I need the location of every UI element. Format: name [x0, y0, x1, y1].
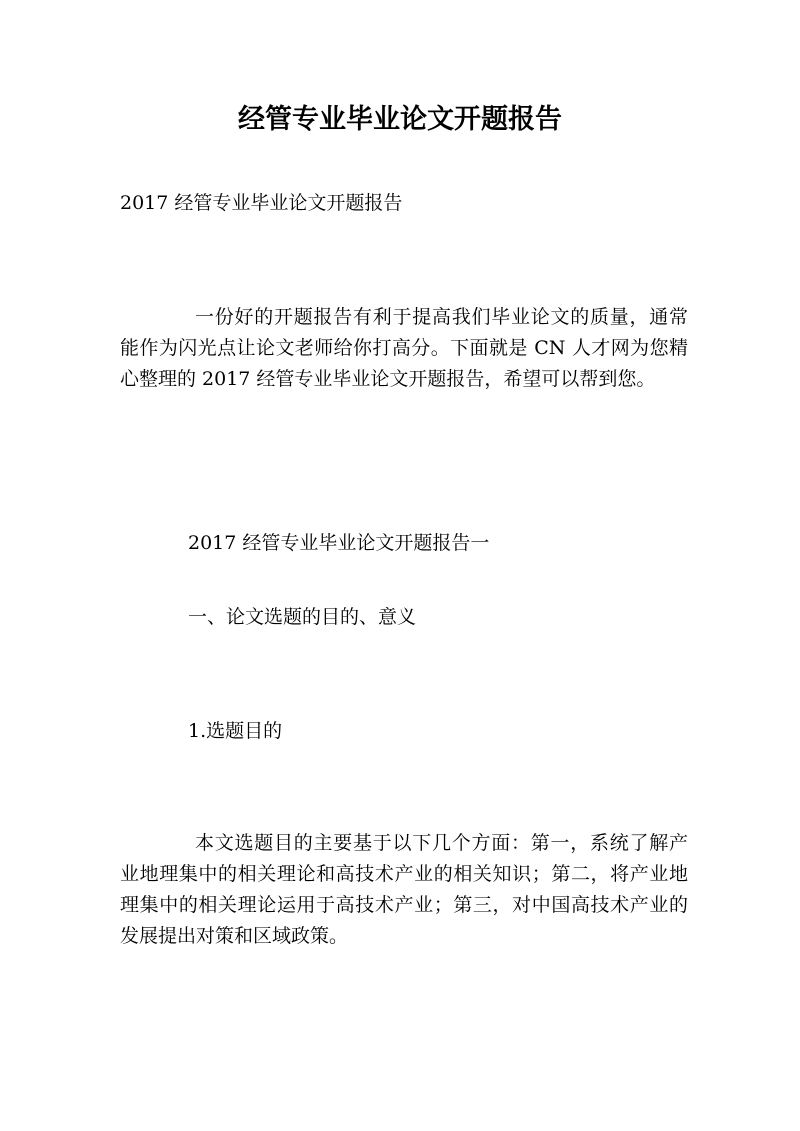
intro-paragraph: 一份好的开题报告有利于提高我们毕业论文的质量，通常能作为闪光点让论文老师给你打高分。下面就是 CN 人才网为您精心整理的 2017 经管专业毕业论文开题报告，希望可以帮到您。: [120, 306, 688, 390]
document-subtitle: 2017 经管专业毕业论文开题报告: [120, 192, 403, 214]
heading-purpose-significance: 一、论文选题的目的、意义: [188, 606, 417, 628]
body-paragraph: 本文选题目的主要基于以下几个方面：第一，系统了解产业地理集中的相关理论和高技术产业的相关知识；第二，将产业地理集中的相关理论运用于高技术产业；第三，对中国高技术产业的发展提出对策和区域政策。: [120, 832, 688, 947]
document-title: 经管专业毕业论文开题报告: [238, 104, 562, 135]
section-title: 2017 经管专业毕业论文开题报告一: [188, 532, 490, 554]
heading-topic-purpose: 1.选题目的: [188, 720, 283, 742]
